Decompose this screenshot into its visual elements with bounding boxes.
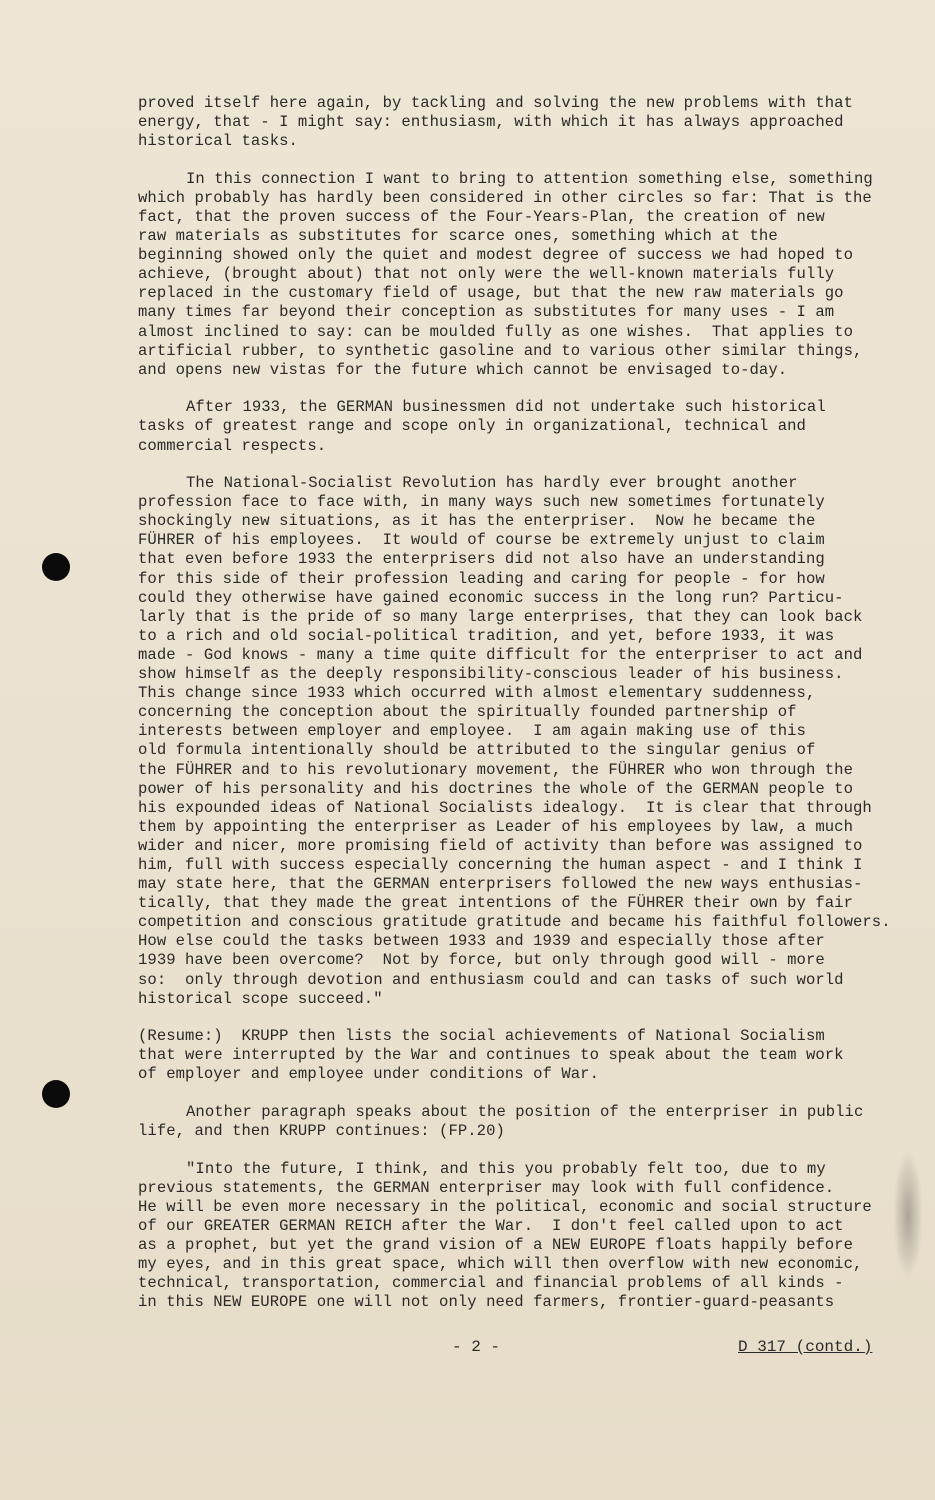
text-line: of employer and employee under conditions of War. [138, 1065, 599, 1084]
paragraph [138, 1027, 898, 1084]
text-line: many times far beyond their conception as substitutes for many uses - I am [138, 303, 835, 322]
text-line: energy, that - I might say: enthusiasm, with which it has always approached [138, 113, 844, 132]
text-line: could they otherwise have gained economic success in the long run? Particu- [138, 588, 844, 607]
text-line: for this side of their profession leading and caring for people - for how [138, 569, 825, 588]
text-line: them by appointing the enterpriser as Leader of his employees by law, a much [138, 817, 853, 836]
text-line: and opens new vistas for the future which cannot be envisaged to-day. [138, 360, 788, 379]
text-line: made - God knows - many a time quite difficult for the enterpriser to act and [138, 645, 863, 664]
text-line: profession face to face with, in many ways such new sometimes fortunately [138, 493, 825, 512]
text-line: as a prophet, but yet the grand vision of a NEW EUROPE floats happily before [138, 1236, 853, 1255]
text-line: old formula intentionally should be attributed to the singular genius of [138, 741, 816, 760]
text-line: competition and conscious gratitude gratitude and became his faithful followers. [138, 913, 891, 932]
text-line: Another paragraph speaks about the position of the enterpriser in public [186, 1103, 864, 1121]
text-line: in this NEW EUROPE one will not only need farmers, frontier-guard-peasants [138, 1293, 835, 1312]
paragraph [138, 170, 898, 380]
text-line: tasks of greatest range and scope only in organizational, technical and [138, 417, 806, 436]
text-line: previous statements, the GERMAN enterpriser may look with full confidence. [138, 1178, 835, 1197]
text-line: historical tasks. [138, 132, 298, 151]
text-line: life, and then KRUPP continues: (FP.20) [138, 1122, 505, 1141]
text-line: almost inclined to say: can be moulded fully as one wishes. That applies to [138, 322, 853, 341]
text-line: In this connection I want to bring to attention something else, something [186, 169, 873, 188]
paragraph [138, 1103, 898, 1141]
text-line: The National-Socialist Revolution has hardly ever brought another [186, 474, 798, 493]
text-line: may state here, that the GERMAN enterprisers followed the new ways enthusias- [138, 875, 863, 894]
text-line: tically, that they made the great intentions of the FÜHRER their own by fair [138, 894, 853, 913]
text-line: historical scope succeed." [138, 989, 383, 1008]
text-line: replaced in the customary field of usage, but that the new raw materials go [138, 284, 844, 303]
text-line: wider and nicer, more promising field of activity than before was assigned to [138, 836, 863, 855]
text-line: interests between employer and employee. I am again making use of this [138, 722, 806, 741]
text-line: artificial rubber, to synthetic gasoline and to various other similar things, [138, 341, 863, 360]
text-line: his expounded ideas of National Socialists idealogy. It is clear that through [138, 798, 872, 817]
punch-hole [42, 1080, 70, 1108]
text-line: show himself as the deeply responsibility-conscious leader of his business. [138, 665, 844, 684]
text-line: proved itself here again, by tackling and solving the new problems with that [138, 94, 853, 112]
text-line: him, full with success especially concerning the human aspect - and I think I [138, 855, 863, 874]
text-line: larly that is the pride of so many large enterprises, that they can look back [138, 607, 863, 626]
text-line: (Resume:) KRUPP then lists the social achievements of National Socialism [138, 1027, 825, 1046]
punch-hole [42, 553, 70, 581]
text-line: achieve, (brought about) that not only were the well-known materials fully [138, 265, 835, 284]
text-line: fact, that the proven success of the Four-Years-Plan, the creation of new [138, 207, 825, 226]
text-line: that were interrupted by the War and continues to speak about the team work [138, 1046, 844, 1065]
text-line: raw materials as substitutes for scarce ones, something which at the [138, 227, 778, 246]
paragraph [138, 474, 898, 1009]
document-reference: D 317 (contd.) [738, 1338, 873, 1356]
text-line: FÜHRER of his employees. It would of course be extremely unjust to claim [138, 531, 825, 550]
text-line: to a rich and old social-political tradition, and yet, before 1933, it was [138, 626, 835, 645]
text-line: which probably has hardly been considered in other circles so far: That is the [138, 188, 872, 207]
text-line: technical, transportation, commercial and financial problems of all kinds - [138, 1274, 844, 1293]
text-line: so: only through devotion and enthusiasm could and can tasks of such world [138, 970, 844, 989]
text-line: of our GREATER GERMAN REICH after the War. I don't feel called upon to act [138, 1216, 844, 1235]
text-line: "Into the future, I think, and this you probably felt too, due to my [186, 1159, 826, 1178]
text-line: After 1933, the GERMAN businessmen did not undertake such historical [186, 398, 826, 417]
text-line: power of his personality and his doctrines the whole of the GERMAN people to [138, 779, 853, 798]
document-body [138, 94, 898, 1331]
text-line: shockingly new situations, as it has the enterpriser. Now he became the [138, 512, 816, 531]
text-line: my eyes, and in this great space, which will then overflow with new economic, [138, 1255, 863, 1274]
paragraph [138, 398, 898, 455]
text-line: This change since 1933 which occurred with almost elementary suddenness, [138, 684, 816, 703]
text-line: the FÜHRER and to his revolutionary movement, the FÜHRER who won through the [138, 760, 853, 779]
text-line: beginning showed only the quiet and modest degree of success we had hoped to [138, 246, 853, 265]
text-line: How else could the tasks between 1933 and 1939 and especially those after [138, 932, 825, 951]
text-line: 1939 have been overcome? Not by force, but only through good will - more [138, 951, 825, 970]
paragraph [138, 1160, 898, 1313]
paragraph [138, 94, 898, 151]
text-line: He will be even more necessary in the political, economic and social structure [138, 1197, 872, 1216]
text-line: that even before 1933 the enterprisers did not also have an understanding [138, 550, 825, 569]
text-line: concerning the conception about the spiritually founded partnership of [138, 703, 797, 722]
text-line: commercial respects. [138, 436, 327, 455]
page-number: - 2 - [452, 1338, 501, 1356]
